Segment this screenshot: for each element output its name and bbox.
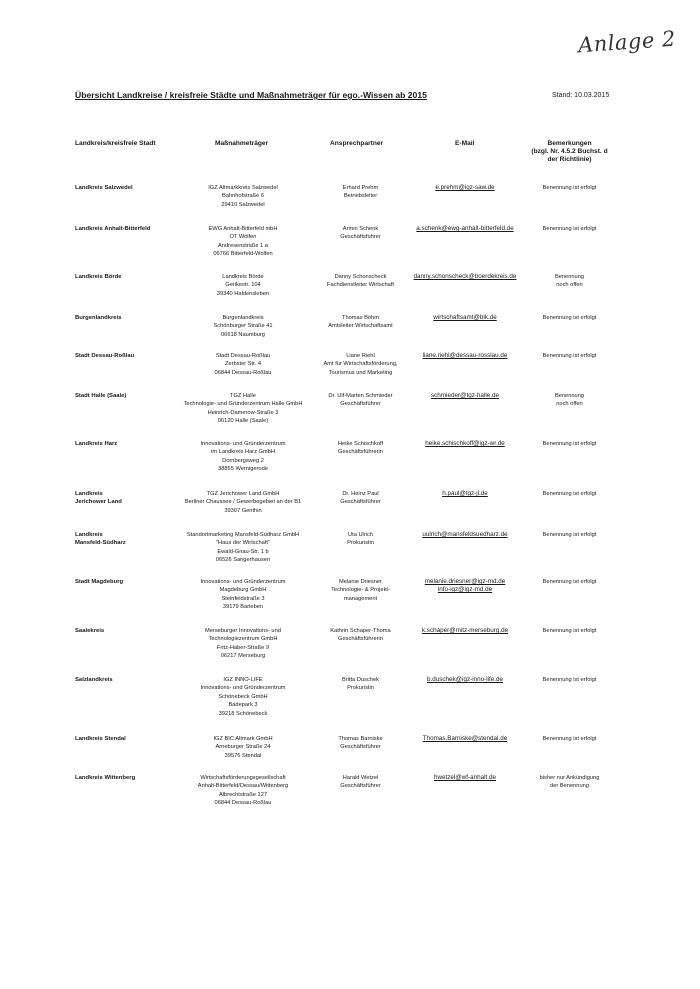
remark-line: der Benennung: [550, 783, 589, 790]
remark-cell: [527, 440, 612, 448]
landkreis-text: Mansfeld-Südharz: [75, 540, 126, 547]
landkreis-text: Landkreis Wittenberg: [75, 775, 136, 781]
traeger-cell: [168, 225, 318, 259]
traeger-line: Fritz-Haber-Straße 9: [216, 644, 270, 651]
contact-line: Betriebsleiter: [343, 193, 378, 200]
email-link[interactable]: hwetzel@wf-anhalt.de: [433, 774, 497, 781]
remark-line: Benennung ist erfolgt: [542, 353, 597, 359]
email-cell: [400, 735, 530, 743]
traeger-line: Bahnhofstraße 6: [221, 193, 265, 200]
traeger-line: TGZ Halle: [230, 393, 256, 399]
landkreis-text: Salzlandkreis: [75, 677, 113, 683]
traeger-line: IGZ BIC Altmark GmbH: [213, 736, 273, 742]
contact-line: Thomas Barniske: [338, 736, 383, 742]
traeger-cell: [168, 273, 318, 298]
traeger-line: Ewald-Gnau-Str. 1 b: [217, 548, 269, 555]
traeger-line: Schönburger Straße 41: [213, 323, 273, 330]
landkreis-text: Jerichower Land: [75, 499, 122, 506]
traeger-line: EWG Anhalt-Bitterfeld mbH: [208, 226, 278, 232]
traeger-line: 39576 Stendal: [224, 752, 262, 759]
traeger-line: Magdeburg GmbH: [219, 587, 267, 594]
contact-line: Armin Schenk: [342, 226, 379, 232]
landkreis-text: Landkreis Salzwedel: [75, 185, 133, 191]
email-link[interactable]: schmieder@tgz-halle.de: [431, 392, 499, 399]
remark-line: Benennung ist erfolgt: [542, 441, 597, 447]
remark-cell: [527, 314, 612, 322]
traeger-line: Anhalt-Bitterfeld/Dessau/Wittenberg: [197, 783, 289, 790]
traeger-line: 39307 Genthin: [224, 507, 262, 514]
contact-line: Prokuristin: [347, 685, 374, 692]
landkreis-text: Stadt Magdeburg: [75, 579, 124, 585]
email-link[interactable]: k.schaper@mitz-merseburg.de: [421, 627, 509, 634]
annex-label: Anlage 2: [577, 26, 677, 58]
header-massnahmetraeger: Maßnahmeträger: [215, 140, 269, 147]
traeger-line: Albrechtstraße 127: [218, 791, 268, 798]
traeger-cell: [168, 578, 318, 612]
traeger-line: 06618 Naumburg: [221, 331, 265, 338]
remark-line: Benennung ist erfolgt: [542, 736, 597, 742]
traeger-line: IGZ INNO-LIFE: [223, 677, 263, 683]
contact-line: Tourismus und Marketing: [328, 369, 393, 376]
remark-line: Benennung ist erfolgt: [542, 677, 597, 683]
header-bemerkungen-line: Bemerkungen: [547, 140, 592, 147]
email-cell: [400, 392, 530, 400]
traeger-cell: [168, 735, 318, 760]
contact-line: Prokuristin: [347, 540, 374, 547]
email-cell: [400, 184, 530, 192]
document-title: Übersicht Landkreise / kreisfreie Städte und Maßnahmeträger für ego.-Wissen ab 2015: [75, 90, 427, 100]
landkreis-text: Stadt Dessau-Roßlau: [75, 353, 135, 359]
traeger-line: Zerbster Str. 4: [224, 361, 262, 368]
email-link[interactable]: a.schenk@ewg-anhalt-bitterfeld.de: [416, 225, 514, 232]
remark-line: Benennung ist erfolgt: [542, 315, 597, 321]
email-link[interactable]: heike.schischkoff@igz-wr.de: [425, 440, 505, 447]
traeger-line: Heinrich-Damerow-Straße 3: [207, 409, 279, 416]
header-ansprechpartner: Ansprechpartner: [330, 140, 384, 147]
remark-line: noch offen: [556, 401, 583, 408]
email-cell: [400, 774, 530, 782]
traeger-line: Gerikestr. 104: [225, 282, 261, 289]
traeger-line: Technologiezentrum GmbH: [208, 636, 278, 643]
traeger-line: Innovations- und Gründerzentrum: [200, 579, 286, 585]
landkreis-text: Landkreis Anhalt-Bitterfeld: [75, 226, 151, 232]
traeger-line: 06217 Merseburg: [220, 653, 266, 660]
contact-line: Geschäftsführerin: [338, 636, 383, 643]
traeger-line: 06120 Halle (Saale): [217, 418, 269, 425]
traeger-line: 39179 Barleben: [222, 604, 264, 611]
email-link[interactable]: wirtschaftsamt@blk.de: [433, 314, 497, 321]
header-bemerkungen-line: der Richtlinie): [547, 156, 592, 163]
contact-line: Kathrin Schaper-Thoma: [330, 628, 391, 634]
traeger-line: "Haus der Wirtschaft": [216, 540, 270, 547]
traeger-cell: [168, 440, 318, 474]
remark-cell: [527, 490, 612, 498]
email-link[interactable]: e.prehm@igz-saw.de: [435, 184, 495, 191]
contact-line: Harald Wetzel: [342, 775, 379, 781]
traeger-line: Dornbergsweg 2: [222, 457, 264, 464]
email-link[interactable]: uulrich@mansfeldsuedharz.de: [422, 531, 508, 538]
header-email: E-Mail: [455, 140, 475, 147]
contact-line: Thomas Böhm: [342, 315, 379, 321]
document-date: Stand: 10.03.2015: [552, 92, 610, 99]
email-cell: [400, 314, 530, 322]
traeger-line: Badepark 3: [228, 702, 258, 709]
contact-line: Britta Duschek: [342, 677, 379, 683]
traeger-line: OT Wolfen: [229, 234, 257, 241]
remark-cell: [527, 392, 612, 409]
remark-line: Benennung ist erfolgt: [542, 579, 597, 585]
traeger-line: Berliner Chaussee / Gewerbegebiet an der B1: [184, 499, 302, 506]
header-bemerkungen-line: (bzgl. Nr. 4.5.2 Buchst. d: [531, 148, 608, 155]
email-link[interactable]: info-igz@igz-md.de: [437, 586, 493, 594]
traeger-cell: [168, 676, 318, 718]
email-cell: [400, 352, 530, 360]
remark-cell: [527, 627, 612, 635]
remark-cell: [527, 774, 612, 791]
traeger-line: 39340 Haldensleben: [216, 290, 270, 297]
traeger-cell: [168, 490, 318, 515]
remark-cell: [527, 531, 612, 539]
traeger-line: Landkreis Börde: [222, 274, 264, 280]
landkreis-text: Landkreis Harz: [75, 441, 118, 447]
remark-line: Benennung: [554, 393, 585, 399]
traeger-line: Wirtschaftsförderungsgesellschaft: [200, 775, 286, 781]
traeger-line: Andresenstraße 1 a: [218, 242, 268, 249]
contact-line: Uta Ulrich: [348, 532, 373, 538]
traeger-line: 39218 Schönebeck: [218, 710, 268, 717]
remark-line: Benennung ist erfolgt: [542, 226, 597, 232]
contact-line: Geschäftsführer: [340, 234, 381, 241]
remark-cell: [527, 578, 612, 586]
email-cell: [400, 676, 530, 684]
traeger-line: Innovations- und Gründerzentrum: [200, 441, 286, 447]
contact-line: Dr. Ulf-Marten Schmieder: [328, 393, 393, 399]
traeger-line: Burgenlandkreis: [222, 315, 264, 321]
traeger-cell: [168, 392, 318, 426]
email-link[interactable]: h.paul@tgz-jl.de: [442, 490, 488, 497]
email-cell: [400, 440, 530, 448]
traeger-cell: [168, 184, 318, 209]
contact-line: Geschäftsführer: [340, 499, 381, 506]
contact-line: Erhard Prehm: [342, 185, 379, 191]
remark-line: bisher nur Ankündigung: [539, 775, 600, 781]
traeger-line: Innovations- und Gründerzentrum: [200, 685, 286, 692]
remark-line: Benennung ist erfolgt: [542, 185, 597, 191]
email-link[interactable]: Thomas.Barniske@stendal.de: [422, 735, 508, 742]
traeger-line: Schönebeck GmbH: [218, 693, 268, 700]
header-bemerkungen: [527, 140, 612, 164]
traeger-cell: [168, 774, 318, 808]
remark-line: Benennung ist erfolgt: [542, 628, 597, 634]
email-link[interactable]: b.duschek@igz-inno-life.de: [426, 676, 504, 683]
remark-cell: [527, 184, 612, 192]
traeger-line: 29410 Salzwedel: [221, 201, 265, 208]
traeger-line: Technologie- und Gründerzentrum Halle GmbH: [183, 401, 303, 408]
contact-line: Geschäftsführerin: [338, 449, 383, 456]
traeger-line: 38855 Wernigerode: [218, 466, 268, 473]
remark-line: noch offen: [556, 282, 583, 289]
landkreis-text: Landkreis: [75, 532, 103, 538]
traeger-line: 06766 Bitterfeld-Wolfen: [213, 251, 273, 258]
email-link[interactable]: liane.riehl@dessau-rosslau.de: [422, 352, 508, 359]
header-landkreis: Landkreis/kreisfreie Stadt: [75, 140, 156, 147]
email-link[interactable]: danny.schonscheck@boerdekreis.de: [413, 273, 517, 280]
landkreis-text: Landkreis: [75, 491, 103, 497]
landkreis-text: Landkreis Börde: [75, 274, 122, 280]
traeger-line: 06844 Dessau-Roßlau: [214, 369, 272, 376]
traeger-line: Stadt Dessau-Roßlau: [215, 353, 271, 359]
email-cell: [400, 490, 530, 498]
traeger-line: Steinfeldstraße 3: [221, 595, 265, 602]
contact-line: Geschäftsführer: [340, 401, 381, 408]
landkreis-text: Saalekreis: [75, 628, 105, 634]
email-cell: [400, 578, 530, 595]
remark-cell: [527, 735, 612, 743]
contact-line: Fachdienstleiter Wirtschaft: [326, 282, 394, 289]
remark-cell: [527, 225, 612, 233]
contact-line: Geschäftsführer: [340, 744, 381, 751]
email-cell: [400, 531, 530, 539]
traeger-line: TGZ Jerichower Land GmbH: [206, 491, 280, 497]
contact-line: management: [343, 595, 378, 602]
contact-line: Melanie Driesner: [339, 579, 382, 585]
contact-line: Liane Riehl: [346, 353, 375, 359]
remark-cell: [527, 676, 612, 684]
email-cell: [400, 225, 530, 233]
email-link[interactable]: melanie.driesner@igz-md.de: [424, 578, 506, 585]
contact-line: Heike Schischkoff: [337, 441, 384, 447]
traeger-line: 06526 Sangerhausen: [215, 557, 271, 564]
remark-cell: [527, 352, 612, 360]
traeger-line: IGZ Altmarkkreis Salzwedel: [208, 185, 278, 191]
remark-line: Benennung: [554, 274, 585, 280]
traeger-line: Arneburger Straße 24: [215, 744, 271, 751]
landkreis-text: Stadt Halle (Saale): [75, 393, 127, 399]
contact-line: Amt für Wirtschaftsförderung,: [323, 361, 398, 368]
email-cell: [400, 627, 530, 635]
contact-line: Danny Schonscheck: [334, 274, 387, 280]
contact-line: Amtsleiter Wirtschaftsamt: [328, 323, 393, 330]
contact-line: Dr. Heinz Paul: [342, 491, 379, 497]
contact-line: Technologie- & Projekt-: [331, 587, 390, 594]
traeger-line: 06844 Dessau-Roßlau: [214, 800, 272, 807]
email-cell: [400, 273, 530, 281]
traeger-cell: [168, 627, 318, 661]
landkreis-text: Landkreis Stendal: [75, 736, 126, 742]
remark-cell: [527, 273, 612, 290]
landkreis-text: Burgenlandkreis: [75, 315, 122, 321]
traeger-cell: [168, 314, 318, 339]
traeger-cell: [168, 352, 318, 377]
traeger-cell: [168, 531, 318, 565]
contact-line: Geschäftsführer: [340, 783, 381, 790]
traeger-line: im Landkreis Harz GmbH: [211, 449, 275, 456]
traeger-line: Merseburger Innovations- und: [205, 628, 281, 634]
traeger-line: Standortmarketing Mansfeld-Südharz GmbH: [186, 532, 300, 538]
remark-line: Benennung ist erfolgt: [542, 491, 597, 497]
remark-line: Benennung ist erfolgt: [542, 532, 597, 538]
